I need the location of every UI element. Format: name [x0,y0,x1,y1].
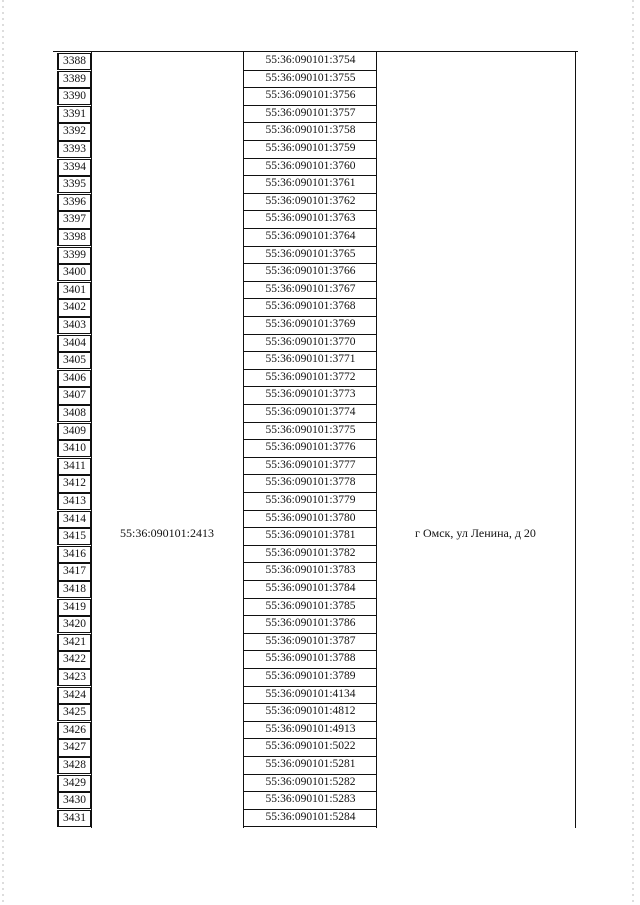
row-number: 3399 [57,247,91,264]
table-row [53,809,578,827]
table-row [53,598,578,616]
row-number: 3389 [57,71,91,88]
table-row [53,386,578,404]
table-row [53,633,578,651]
cadastral-number: 55:36:090101:3763 [244,210,377,229]
table-row [53,210,578,228]
table-row [53,140,578,158]
cadastral-number: 55:36:090101:5282 [244,774,377,793]
cadastral-number: 55:36:090101:3759 [244,140,377,159]
cadastral-number: 55:36:090101:4913 [244,721,377,740]
cadastral-number: 55:36:090101:3774 [244,404,377,423]
cadastral-number: 55:36:090101:3766 [244,263,377,282]
cadastral-number: 55:36:090101:3755 [244,70,377,89]
row-number: 3418 [57,581,91,598]
table-row [53,158,578,176]
address-cell: г Омск, ул Ленина, д 20 [415,526,536,540]
cadastral-number: 55:36:090101:3769 [244,316,377,335]
table-row [53,774,578,792]
table-row [53,545,578,563]
table-row [53,334,578,352]
row-number: 3393 [57,141,91,158]
row-number: 3398 [57,229,91,246]
table-row [53,439,578,457]
table-row [53,562,578,580]
row-number: 3390 [57,88,91,105]
row-number: 3424 [57,687,91,704]
table-row [53,228,578,246]
cadastral-number: 55:36:090101:3781 [244,527,377,546]
table-row [53,650,578,668]
cadastral-number: 55:36:090101:5284 [244,809,377,828]
table-row [53,492,578,510]
table-row [53,668,578,686]
cadastral-number: 55:36:090101:3783 [244,562,377,581]
table-row [53,246,578,264]
cadastral-number: 55:36:090101:4812 [244,703,377,722]
cadastral-number: 55:36:090101:5281 [244,756,377,775]
row-number: 3413 [57,493,91,510]
row-number: 3417 [57,563,91,580]
cadastral-number: 55:36:090101:3785 [244,598,377,617]
row-number: 3408 [57,405,91,422]
row-number: 3414 [57,511,91,528]
cadastral-number: 55:36:090101:3771 [244,351,377,370]
cadastral-number: 55:36:090101:3788 [244,650,377,669]
table-row [53,87,578,105]
row-number: 3416 [57,546,91,563]
row-number: 3422 [57,651,91,668]
row-number: 3426 [57,722,91,739]
cadastral-number: 55:36:090101:3786 [244,615,377,634]
table-row [53,193,578,211]
cadastral-number: 55:36:090101:3776 [244,439,377,458]
row-number: 3415 [57,528,91,545]
row-number: 3411 [57,458,91,475]
row-number: 3431 [57,810,91,827]
row-number: 3419 [57,599,91,616]
cadastral-number: 55:36:090101:3757 [244,105,377,124]
row-number: 3412 [57,475,91,492]
cadastral-number: 55:36:090101:3770 [244,334,377,353]
row-number: 3427 [57,739,91,756]
cadastral-number: 55:36:090101:4134 [244,686,377,705]
table-row [53,369,578,387]
table-row [53,721,578,739]
table-row [53,316,578,334]
row-number: 3409 [57,423,91,440]
table-row [53,703,578,721]
cadastral-number: 55:36:090101:3787 [244,633,377,652]
row-number: 3405 [57,352,91,369]
cadastral-number: 55:36:090101:3756 [244,87,377,106]
scan-edge-right [632,0,634,905]
cadastral-number: 55:36:090101:3760 [244,158,377,177]
table-row [53,422,578,440]
row-number: 3420 [57,616,91,633]
table-row [53,122,578,140]
row-number: 3425 [57,704,91,721]
table-row [53,52,578,70]
cadastral-number: 55:36:090101:3779 [244,492,377,511]
row-number: 3428 [57,757,91,774]
cadastral-number: 55:36:090101:3764 [244,228,377,247]
table-row [53,70,578,88]
table-row [53,615,578,633]
cadastral-number: 55:36:090101:3789 [244,668,377,687]
table-row [53,791,578,809]
cadastral-number: 55:36:090101:3767 [244,281,377,300]
table-row [53,457,578,475]
table-row [53,686,578,704]
row-number: 3400 [57,264,91,281]
row-number: 3404 [57,335,91,352]
table-row [53,298,578,316]
row-number: 3396 [57,194,91,211]
row-number: 3429 [57,775,91,792]
table-row [53,281,578,299]
row-number: 3402 [57,299,91,316]
cadastral-number: 55:36:090101:3773 [244,386,377,405]
row-number: 3407 [57,387,91,404]
row-number: 3394 [57,159,91,176]
row-number: 3406 [57,370,91,387]
table-row [53,580,578,598]
cadastral-number: 55:36:090101:3765 [244,246,377,265]
row-number: 3421 [57,634,91,651]
table-row [53,263,578,281]
row-number: 3395 [57,176,91,193]
table-row [53,351,578,369]
row-number: 3430 [57,792,91,809]
cadastral-number: 55:36:090101:3762 [244,193,377,212]
table-row [53,756,578,774]
row-number: 3392 [57,123,91,140]
table-row [53,105,578,123]
cadastral-number: 55:36:090101:3772 [244,369,377,388]
table-row [53,510,578,528]
row-number: 3403 [57,317,91,334]
table-row [53,738,578,756]
cadastral-number: 55:36:090101:3758 [244,122,377,141]
cadastral-number: 55:36:090101:3778 [244,474,377,493]
cadastral-number: 55:36:090101:3761 [244,175,377,194]
cadastral-number: 55:36:090101:5022 [244,738,377,757]
table-row [53,474,578,492]
row-number: 3423 [57,669,91,686]
row-number: 3401 [57,282,91,299]
table-row [53,404,578,422]
table-row [53,175,578,193]
row-number: 3410 [57,440,91,457]
cadastral-number: 55:36:090101:3780 [244,510,377,529]
cadastral-number: 55:36:090101:3768 [244,298,377,317]
cadastral-number: 55:36:090101:3754 [244,52,377,71]
cadastral-number: 55:36:090101:5283 [244,791,377,810]
cadastral-number: 55:36:090101:3777 [244,457,377,476]
cadastral-number: 55:36:090101:3784 [244,580,377,599]
row-number: 3397 [57,211,91,228]
cadastral-number: 55:36:090101:3782 [244,545,377,564]
row-number: 3391 [57,106,91,123]
cadastral-number: 55:36:090101:3775 [244,422,377,441]
row-number: 3388 [57,53,91,70]
scan-edge-left [2,0,4,905]
merged-cadastral-cell: 55:36:090101:2413 [119,526,214,540]
cadastral-table [53,51,578,828]
